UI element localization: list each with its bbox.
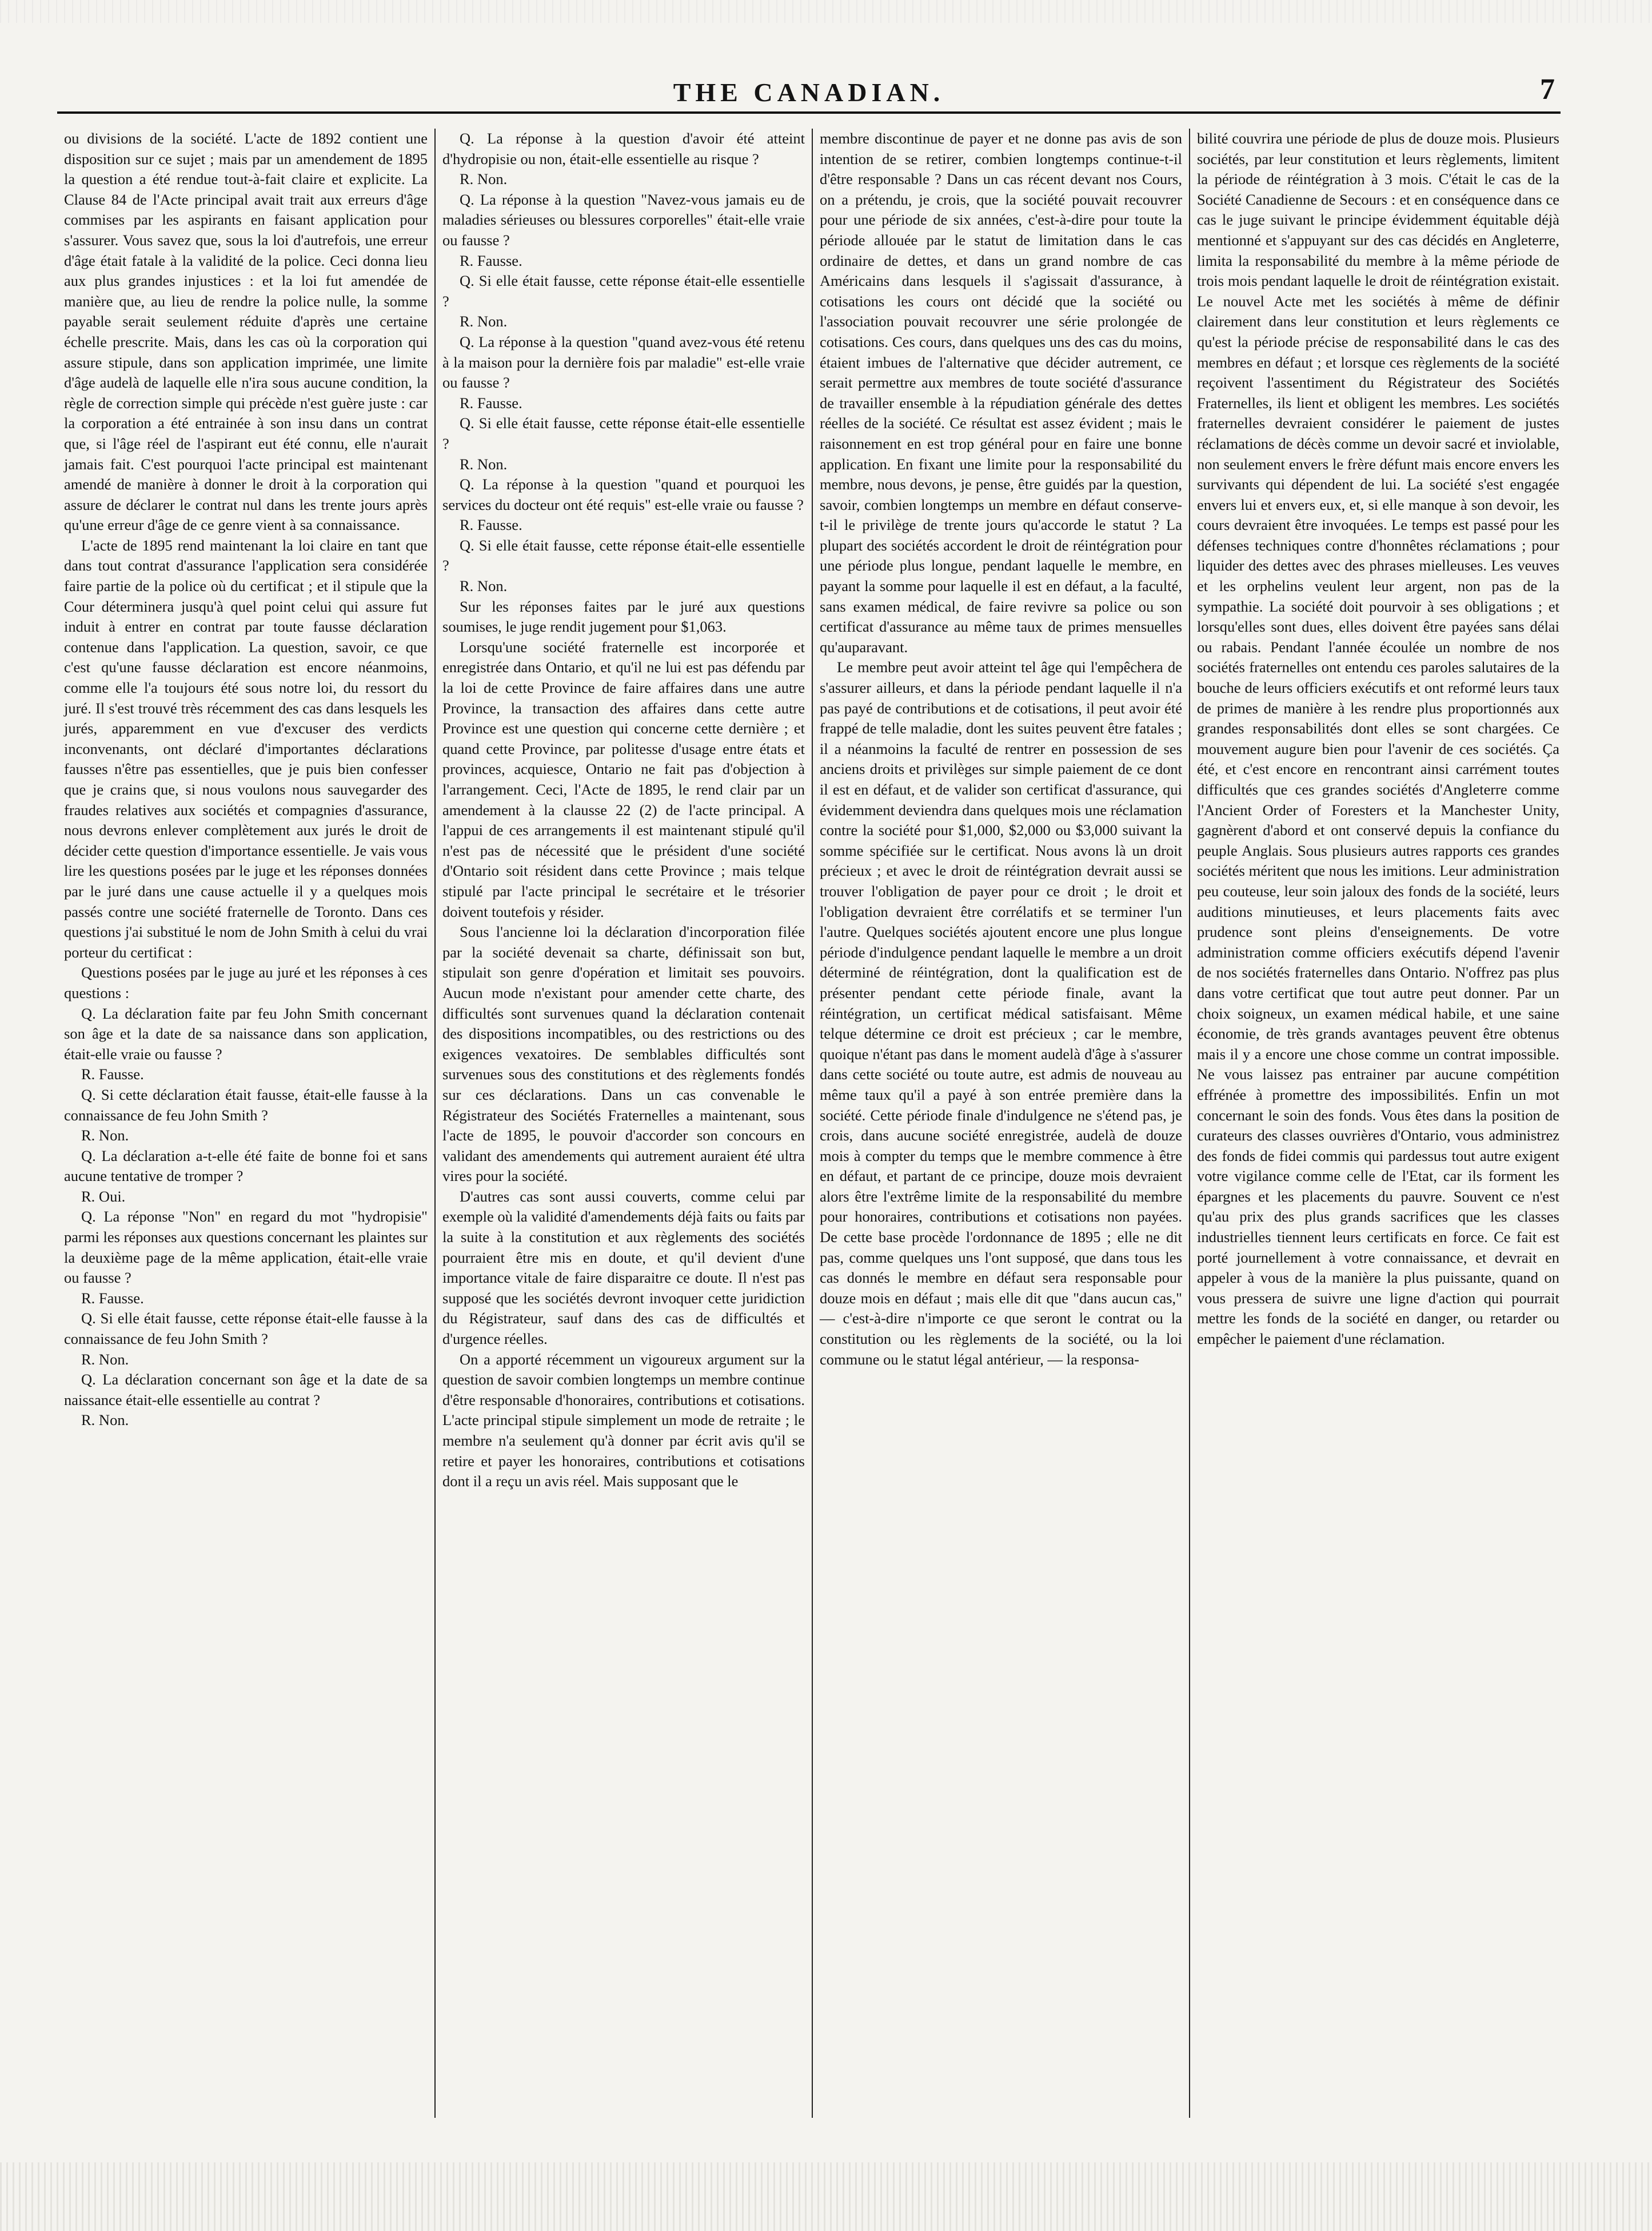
question: Q. La déclaration concernant son âge et la date de sa naissance était-elle essentielle au contrat ? [64, 1371, 428, 1408]
question: Q. La déclaration a-t-elle été faite de bonne foi et sans aucune tentative de tromper ? [64, 1147, 428, 1185]
paragraph: membre discontinue de payer et ne donne pas avis de son intention de se retirer, combien longtemps continue-t-il d'être responsable ? Dans un cas récent devant nos Cours, on a prétendu, je crois, que la société pouvait recouvrer pour une période de six années, c'est-à-dire pour toute la période allouée par le statut de limitation dans le cas ordinaire de dettes, et dans un grand nombre de cas Américains dans lesquels il s'agissait d'assurance, à cotisations les cours ont décidé que la société ou l'association pouvait recouvrer une série prolongée de cotisations. Ces cours, dans quelques uns des cas du moins, étaient imbues de l'alternative que décider autrement, ce serait permettre aux membres de toute société d'assurance de travailler ensemble à la répudiation générale des dettes réelles de la société. Ce résultat est assez évident ; mais le raisonnement en est trop général pour en faire une bonne application. En fixant une limite pour la responsabilité du membre, nous devons, je pense, être guidés par la question, savoir, combien longtemps un membre en défaut conserve-t-il le privilège de trente jours qu'accorde le statut ? La plupart des sociétés accordent le droit de réintégration pour une période plus longue, pendant laquelle le membre, en payant la somme pour laquelle il est en défaut, a la faculté, sans examen médical, de faire revivre sa police ou son certificat d'assurance au même taux de primes mensuelles qu'auparavant. [820, 130, 1182, 656]
answer: R. Fausse. [81, 1065, 144, 1083]
page-number: 7 [1540, 73, 1555, 106]
question: Q. Si elle était fausse, cette réponse était-elle fausse à la connaissance de feu John Smith ? [64, 1310, 428, 1348]
column-3 [812, 129, 1189, 2118]
question: Q. La réponse à la question "Navez-vous jamais eu de maladies sérieuses ou blessures corporelles" était-elle vraie ou fausse ? [442, 190, 805, 249]
paragraph: Lorsqu'une société fraternelle est incorporée et enregistrée dans Ontario, et qu'il ne lui est pas défendu par la loi de cette Province de faire affaires dans une autre Province, la transaction des affaires dans cette autre Province est une question qui concerne cette dernière ; et quand cette Province, par politesse d'usage entre états et provinces, acquiesce, Ontario ne fait pas d'objection à l'arrangement. Ceci, l'Acte de 1895, le rend clair par un amendement à la clausse 22 (2) de l'acte principal. A l'appui de ces arrangements il est maintenant stipulé qu'il n'est pas de nécessité que le président d'une société d'Ontario soit résident dans cette Province ; mais telque stipulé par l'acte principal le secrétaire et le trésorier doivent toutefois y résider. [442, 638, 805, 920]
column-4 [1189, 129, 1566, 2118]
question: Q. La déclaration faite par feu John Smith concernant son âge et la date de sa naissance dans son application, était-elle vraie ou fausse ? [64, 1004, 428, 1063]
question: Q. Si cette déclaration était fausse, était-elle fausse à la connaissance de feu John Smith ? [64, 1085, 428, 1124]
paragraph: bilité couvrira une période de plus de douze mois. Plusieurs sociétés, par leur constitution et leurs règlements, limitent la période de réintégration à 3 mois. C'était le cas de la Société Canadienne de Secours : et en conséquence dans ce cas le juge suivant le principe évidemment équitable déjà mentionné et s'appuyant sur des cas décidés en Angleterre, limita la responsabilité du membre à la même période de trois mois pendant laquelle le droit de réintégration existait. Le nouvel Acte met les sociétés à même de définir clairement dans leur constitution et leurs règlements ce qu'est la période précise de responsabilité dans le cas des membres en défaut ; et lorsque ces règlements de la société reçoivent l'assentiment du Régistrateur des Sociétés Fraternelles, ils lient et obligent les membres. Les sociétés fraternelles devraient considérer le paiement de justes réclamations de décès comme un devoir sacré et inviolable, non seulement envers le frère défunt mais encore envers les survivants qui dépendent de lui. La société s'est engagée envers lui et envers eux, et, si elle manque à son devoir, les cours devraient être invoquées. Le temps est passé pour les défenses techniques contre d'honnêtes réclamations ; pour liquider des dettes avec des phrases mielleuses. Les veuves et les orphelins veulent leur argent, non pas de la sympathie. La société doit pourvoir à ses obligations ; et lorsqu'elles sont dues, elles doivent être payées sans délai ou rabais. Pendant l'année écoulée un nombre de nos sociétés fraternelles ont entendu ces paroles salutaires de la bouche de leurs officiers exécutifs et ont reformé leurs taux de primes de manière à les rendre plus proportionnés aux grandes responsabilités dont elles se sont chargées. Ce mouvement augure bien pour l'avenir de ces sociétés. Ça été, et c'est encore en rencontrant ainsi carrément toutes difficultés que ces grandes sociétés d'Angleterre comme l'Ancient Order of Foresters et la Manchester Unity, gagnèrent d'abord et ont conservé depuis la confiance du peuple Anglais. Sous plusieurs autres rapports ces grandes sociétés méritent que nous les imitions. Leur administration peu couteuse, leur soin jaloux des fonds de la société, leurs auditions minutieuses, et leurs placements faits avec prudence sont pleins d'enseignements. De votre administration comme officiers exécutifs dépend l'avenir de nos sociétés fraternelles dans Ontario. N'offrez pas plus dans votre certificat que tout autre peut donner. Par un choix soigneux, un examen médical habile, et une saine économie, de très grands avantages peuvent être obtenus mais il y a encore une chose comme un contrat impossible. Ne vous laissez pas entrainer par aucune compétition effrénée à promettre des impossibilités. Enfin un mot concernant le soin des fonds. Vous êtes dans la position de curateurs des classes ouvrières d'Ontario, vous administrez des fonds de fidei commis qui pardessus tout autre exigent votre vigilance comme celle de l'Etat, car ils forment les épargnes et les placements du pauvre. Souvent ce n'est qu'au prix des plus grands sacrifices que les classes industrielles tiennent leurs certificats en force. Ce fait est porté journellement à votre connaissance, et devrait en appeler à vous de la manière la plus puissante, quand on vous pressera de suivre une ligne d'action qui pourrait mettre les fonds de la société en danger, ou retarder ou empêcher le paiement d'une réclamation. [1197, 130, 1559, 1348]
question: Q. Si elle était fausse, cette réponse était-elle essentielle ? [442, 272, 805, 310]
paragraph: Sur les réponses faites par le juré aux questions soumises, le juge rendit jugement pour $1,063. [442, 597, 805, 636]
paragraph: L'acte de 1895 rend maintenant la loi claire en tant que dans tout contrat d'assurance l'application sera considérée faire partie de la police où du certificat ; et il stipule que la Cour déterminera jusqu'à quel point celui qui assure fut induit à entrer en contrat par toute fausse déclaration contenue dans l'application. La question, savoir, ce que c'est qu'une fausse déclaration est encore néanmoins, comme elle l'a toujours été sous notre loi, du ressort du juré. Il s'est trouvé très récemment des cas dans lesquels les jurés, apparemment en vue d'excuser des verdicts inconvenants, ont déclaré d'importantes déclarations fausses n'être pas essentielles, que je puis bien confesser que je crains que, si nous voulons nous sauvegarder des fraudes relatives aux sociétés et compagnies d'assurance, nous devrons enlever complètement aux jurés le droit de décider cette question d'importance essentielle. Je vais vous lire les questions posées par le juge et les réponses données par le juré dans une cause actuelle il y a quelques mois passés contre une société fraternelle de Toronto. Dans ces questions j'ai substitué le nom de John Smith à celui du vrai porteur du certificat : [64, 536, 428, 961]
article-columns [57, 129, 1566, 2118]
scan-noise-bottom [0, 2162, 1652, 2231]
answer: R. Non. [460, 577, 508, 595]
answer: R. Non. [460, 170, 508, 188]
scan-noise-top [0, 0, 1652, 23]
paragraph: On a apporté récemment un vigoureux argument sur la question de savoir combien longtemps un membre continue d'être responsable d'honoraires, contributions et cotisations. L'acte principal stipule simplement un mode de retraite ; le membre n'a seulement qu'à donner par écrit avis qu'il se retire et payer les honoraires, contributions et cotisations dont il a reçu un avis réel. Mais supposant que le [442, 1350, 805, 1490]
answer: R. Non. [81, 1411, 129, 1429]
paragraph: ou divisions de la société. L'acte de 1892 contient une disposition sur ce sujet ; mais par un amendement de 1895 la question a été rendue tout-à-fait claire et explicite. La Clause 84 de l'Acte principal avait trait aux erreurs d'âge commises par les aspirants en faisant application pour s'assurer. Vous savez que, sous la loi d'autrefois, une erreur d'âge était fatale à la validité de la police. Ceci donna lieu aux plus grandes injustices : et la loi fut amendée de manière que, au lieu de rendre la police nulle, la somme payable serait seulement réduite d'après une certaine échelle prescrite. Mais, dans les cas où la corporation qui assure stipule, dans son application imprimée, une limite d'âge audelà de laquelle elle n'ira sous aucune condition, la règle de correction simple qui précède n'est guère juste : car la corporation a été entrainée à son insu dans un contrat que, si l'âge réel de l'aspirant eut été connu, elle n'aurait jamais fait. C'est pourquoi l'acte principal est maintenant amendé de manière à donner le droit à la corporation qui assure de déclarer le contrat nul dans les trente jours après qu'une erreur d'âge de ce genre vient à sa connaissance. [64, 130, 428, 534]
question: Q. La réponse à la question "quand et pourquoi les services du docteur ont été requis" est-elle vraie ou fausse ? [442, 476, 805, 513]
masthead [57, 73, 1561, 114]
newspaper-title: THE CANADIAN. [673, 78, 945, 107]
question: Q. La réponse à la question "quand avez-vous été retenu à la maison pour la dernière fois par maladie" est-elle vraie ou fausse ? [442, 333, 805, 392]
paragraph: Le membre peut avoir atteint tel âge qui l'empêchera de s'assurer ailleurs, et dans la période pendant laquelle il n'a pas payé de contributions et de cotisations, il peut avoir été frappé de telle maladie, dont les suites peuvent être fatales ; il a néanmoins la faculté de rentrer en possession de ses anciens droits et privilèges sur simple paiement de ce dont il est en défaut, et de valider son certificat d'assurance, qui évidemment deviendra dans quelques mois une réclamation contre la société pour $1,000, $2,000 ou $3,000 suivant la somme spécifiée sur le certificat. Nous avons là un droit précieux ; et avec le droit de réintégration devrait aussi se trouver l'obligation de payer pour ce droit ; le droit et l'obligation devraient être corrélatifs et se terminer l'un l'autre. Quelques sociétés ajoutent encore une plus longue période d'indulgence pendant laquelle le membre a un droit déterminé de réintégration, dont la qualification est de présenter pendant cette période finale, avant la réintégration, un certificat médical satisfaisant. Même telque détermine ce droit est précieux ; car le membre, quoique n'étant pas dans le moment audelà d'âge à s'assurer dans cette société ou toute autre, est admis de nouveau au même taux qu'il a payé à son entrée première dans la société. Cette période finale d'indulgence ne s'étend pas, je crois, dans aucune société enregistrée, audelà de douze mois à compter du temps que le membre commence à être en défaut, et partant de ce principe, douze mois devraient alors être l'extrême limite de la responsabilité du membre pour honoraires, contributions et cotisations non payées. De cette base procède l'ordonnance de 1895 ; elle ne dit pas, comme quelques uns l'ont supposé, que dans tous les cas donnés le membre en défaut sera responsable pour douze mois en défaut ; mais elle dit que "dans aucun cas," — c'est-à-dire n'importe ce que seront le contrat ou la constitution ou les règlements de la société, ou la loi commune ou le statut légal antérieur, — la responsa- [820, 658, 1182, 1368]
answer: R. Fausse. [460, 394, 522, 412]
answer: R. Oui. [81, 1187, 126, 1205]
answer: R. Fausse. [460, 516, 522, 534]
column-2 [434, 129, 812, 2118]
column-1 [57, 129, 434, 2118]
question: Q. La réponse à la question d'avoir été atteint d'hydropisie ou non, était-elle essentielle au risque ? [442, 130, 805, 167]
answer: R. Non. [460, 455, 508, 473]
question: Q. Si elle était fausse, cette réponse était-elle essentielle ? [442, 414, 805, 452]
answer: R. Fausse. [81, 1289, 144, 1307]
answer: R. Non. [460, 313, 508, 330]
paragraph: Sous l'ancienne loi la déclaration d'incorporation filée par la société devenait sa charte, définissait son but, stipulait son genre d'opération et limitait ses pouvoirs. Aucun mode n'existant pour amender cette charte, des difficultés sont survenues quand la déclaration contenait des dispositions incompatibles, ou des restrictions ou des exigences vexatoires. De semblables difficultés sont survenues sous des constitutions et des règlements fondés sur ces déclarations. Dans un cas convenable le Régistrateur des Sociétés Fraternelles a maintenant, sous l'acte de 1895, le pouvoir d'accorder son concours en validant des amendements qui autrement auraient été ultra vires pour la société. [442, 923, 805, 1185]
answer: R. Non. [81, 1350, 129, 1368]
answer: R. Non. [81, 1127, 129, 1144]
paragraph: Questions posées par le juge au juré et les réponses à ces questions : [64, 964, 428, 1001]
question: Q. Si elle était fausse, cette réponse était-elle essentielle ? [442, 536, 805, 574]
question: Q. La réponse "Non" en regard du mot "hydropisie" parmi les réponses aux questions concernant les plaintes sur la deuxième page de la même application, était-elle vraie ou fausse ? [64, 1208, 428, 1287]
answer: R. Fausse. [460, 252, 522, 269]
paragraph: D'autres cas sont aussi couverts, comme celui par exemple où la validité d'amendements déjà faits ou faits par la suite à la constitution et aux règlements des sociétés pourraient être mis en doute, et qu'il devient d'une importance vitale de faire disparaitre ce doute. Il n'est pas supposé que les sociétés devront invoquer cette juridiction du Régistrateur, sauf dans des cas de difficultés et d'urgence réelles. [442, 1187, 805, 1348]
